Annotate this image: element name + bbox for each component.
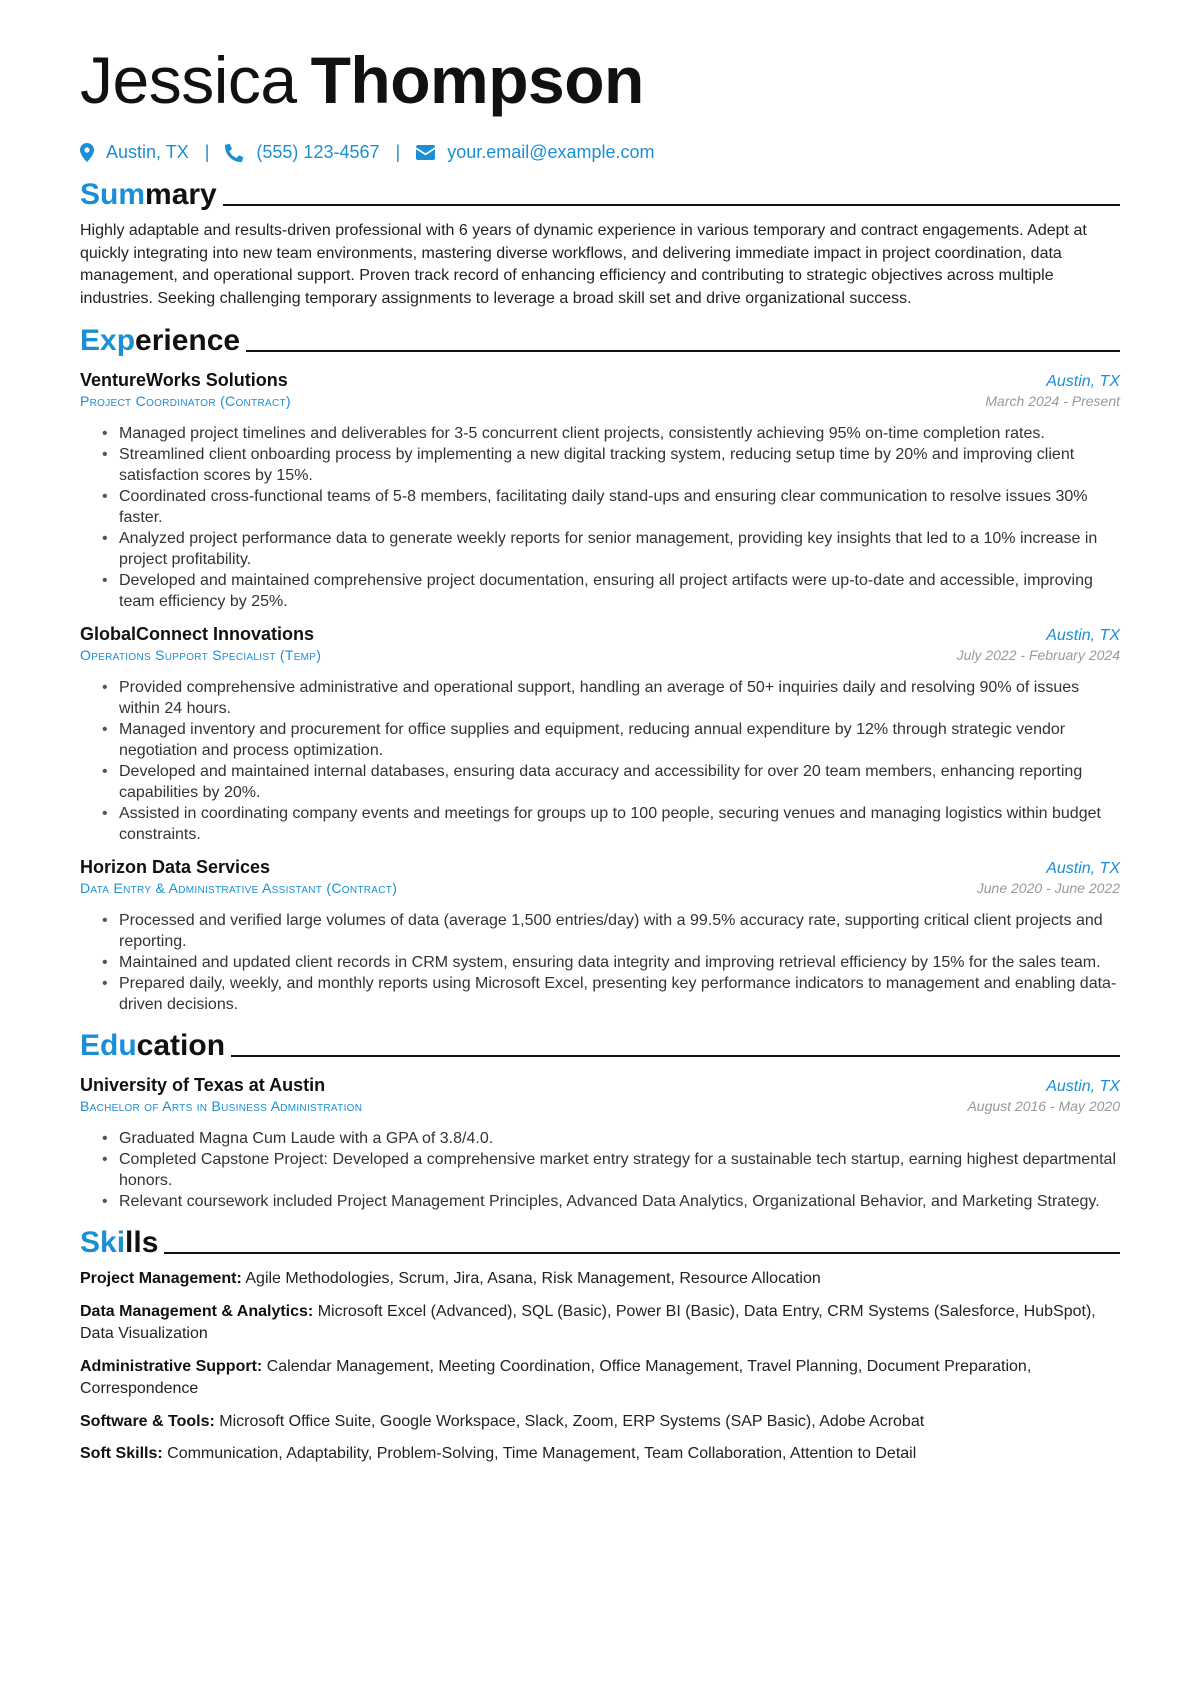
school-name: University of Texas at Austin	[80, 1075, 326, 1095]
section-rule	[164, 1252, 1120, 1254]
education-entry	[80, 1075, 1120, 1212]
skill-label: Software & Tools:	[80, 1412, 215, 1430]
skill-row	[80, 1443, 1120, 1466]
bullet-item: • Prepared daily, weekly, and monthly reports using Microsoft Excel, presenting key performance indicators to management and enabling data-driven decisions.	[80, 973, 1120, 1015]
map-pin-icon	[80, 143, 94, 162]
job-title: Project Coordinator (Contract)	[80, 393, 291, 409]
resume-page	[80, 40, 1120, 1476]
envelope-icon	[416, 145, 435, 160]
experience-entry	[80, 624, 1120, 845]
education-dates: August 2016 - May 2020	[967, 1098, 1120, 1114]
email-link[interactable]: your.email@example.com	[447, 141, 655, 162]
bullet-item: • Provided comprehensive administrative and operational support, handling an average of 50+ inquiries daily and resolving 90% of issues within 24 hours.	[80, 677, 1120, 719]
bullet-item: • Graduated Magna Cum Laude with a GPA of 3.8/4.0.	[80, 1128, 1120, 1149]
bullet-item: • Coordinated cross-functional teams of 5-8 members, facilitating daily stand-ups and ensuring clear communication to resolve issues 30% faster.	[80, 486, 1120, 528]
bullet-item: • Relevant coursework included Project Management Principles, Advanced Data Analytics, Organizational Behavior, and Marketing Strategy.	[80, 1191, 1120, 1212]
bullet-item: • Managed inventory and procurement for office supplies and equipment, reducing annual expenditure by 12% through strategic vendor negotiation and process optimization.	[80, 719, 1120, 761]
section-title-education: Education	[80, 1025, 1120, 1063]
bullet-item: • Maintained and updated client records in CRM system, ensuring data integrity and improving retrieval efficiency by 15% for the sales team.	[80, 952, 1120, 973]
skill-label: Data Management & Analytics:	[80, 1302, 314, 1320]
job-dates: July 2022 - February 2024	[956, 647, 1120, 663]
degree: Bachelor of Arts in Business Administration	[80, 1098, 363, 1114]
contact-separator: |	[395, 141, 401, 162]
job-title: Operations Support Specialist (Temp)	[80, 647, 322, 663]
skill-row	[80, 1356, 1120, 1401]
skill-row	[80, 1301, 1120, 1346]
skill-value: Microsoft Excel (Advanced), SQL (Basic), Power BI (Basic), Data Entry, CRM Systems (Salesforce, HubSpot), Data Visualization	[80, 1302, 1096, 1342]
skill-row	[80, 1411, 1120, 1434]
first-name: Jessica	[80, 43, 297, 117]
section-rule	[231, 1055, 1120, 1057]
section-rule	[246, 350, 1120, 352]
section-rule	[223, 204, 1120, 206]
experience-entry	[80, 370, 1120, 612]
job-location: Austin, TX	[1046, 627, 1120, 644]
contact-location	[80, 142, 189, 163]
job-dates: June 2020 - June 2022	[976, 880, 1120, 896]
bullet-item: • Analyzed project performance data to generate weekly reports for senior management, providing key insights that led to a 10% increase in project profitability.	[80, 528, 1120, 570]
bullet-item: • Assisted in coordinating company events and meetings for groups up to 100 people, securing venues and managing logistics within budget constraints.	[80, 803, 1120, 845]
location-text: Austin, TX	[106, 141, 189, 162]
skill-label: Project Management:	[80, 1270, 242, 1287]
bullet-item: • Streamlined client onboarding process by implementing a new digital tracking system, reducing setup time by 20% and improving client satisfaction scores by 15%.	[80, 444, 1120, 486]
contact-phone	[225, 142, 379, 163]
bullet-list	[80, 1128, 1120, 1212]
skill-value: Communication, Adaptability, Problem-Solving, Time Management, Team Collaboration, Attention to Detail	[167, 1445, 917, 1462]
skill-row	[80, 1268, 1120, 1291]
bullet-item: • Developed and maintained internal databases, ensuring data accuracy and accessibility for over 20 team members, enhancing reporting capabilities by 20%.	[80, 761, 1120, 803]
contact-email	[416, 142, 654, 163]
job-title: Data Entry & Administrative Assistant (Contract)	[80, 880, 398, 896]
employer-name: Horizon Data Services	[80, 857, 271, 877]
candidate-name	[80, 40, 1120, 120]
bullet-item: • Managed project timelines and deliverables for 3-5 concurrent client projects, consistently achieving 95% on-time completion rates.	[80, 423, 1120, 444]
contact-separator: |	[204, 141, 210, 162]
job-location: Austin, TX	[1046, 373, 1120, 390]
contact-line	[80, 140, 1120, 164]
skill-label: Soft Skills:	[80, 1445, 163, 1462]
section-title-experience: Experience	[80, 320, 1120, 358]
skill-value: Microsoft Office Suite, Google Workspace, Slack, Zoom, ERP Systems (SAP Basic), Adobe Acrobat	[219, 1412, 925, 1430]
skills-list	[80, 1268, 1120, 1466]
skill-value: Agile Methodologies, Scrum, Jira, Asana, Risk Management, Resource Allocation	[245, 1270, 821, 1287]
bullet-item: • Completed Capstone Project: Developed a comprehensive market entry strategy for a sustainable tech startup, earning highest departmental honors.	[80, 1149, 1120, 1191]
bullet-item: • Processed and verified large volumes of data (average 1,500 entries/day) with a 99.5% accuracy rate, supporting critical client projects and reporting.	[80, 910, 1120, 952]
skill-label: Administrative Support:	[80, 1357, 263, 1375]
skill-value: Calendar Management, Meeting Coordination, Office Management, Travel Planning, Document Preparation, Correspondence	[80, 1357, 1032, 1397]
section-title-skills: Skills	[80, 1222, 1120, 1260]
last-name: Thompson	[310, 43, 644, 117]
experience-entry	[80, 857, 1120, 1015]
bullet-list	[80, 677, 1120, 845]
bullet-item: • Developed and maintained comprehensive project documentation, ensuring all project artifacts were up-to-date and accessible, improving team efficiency by 25%.	[80, 570, 1120, 612]
job-location: Austin, TX	[1046, 860, 1120, 877]
bullet-list	[80, 910, 1120, 1015]
employer-name: GlobalConnect Innovations	[80, 624, 315, 644]
summary-text: Highly adaptable and results-driven professional with 6 years of dynamic experience in various temporary and contract engagements. Adept at quickly integrating into new team environments, mastering diverse workflows, and delivering immediate impact in project coordination, data management, and operational support. Proven track record of enhancing efficiency and contributing to strategic objectives across multiple industries. Seeking challenging temporary assignments to leverage a broad skill set and drive organizational success.	[80, 222, 1087, 307]
section-title-summary: Summary	[80, 174, 1120, 212]
school-location: Austin, TX	[1046, 1078, 1120, 1095]
job-dates: March 2024 - Present	[985, 393, 1120, 409]
phone-text[interactable]: (555) 123-4567	[256, 141, 380, 162]
employer-name: VentureWorks Solutions	[80, 370, 288, 390]
bullet-list	[80, 423, 1120, 612]
phone-icon	[225, 143, 244, 162]
